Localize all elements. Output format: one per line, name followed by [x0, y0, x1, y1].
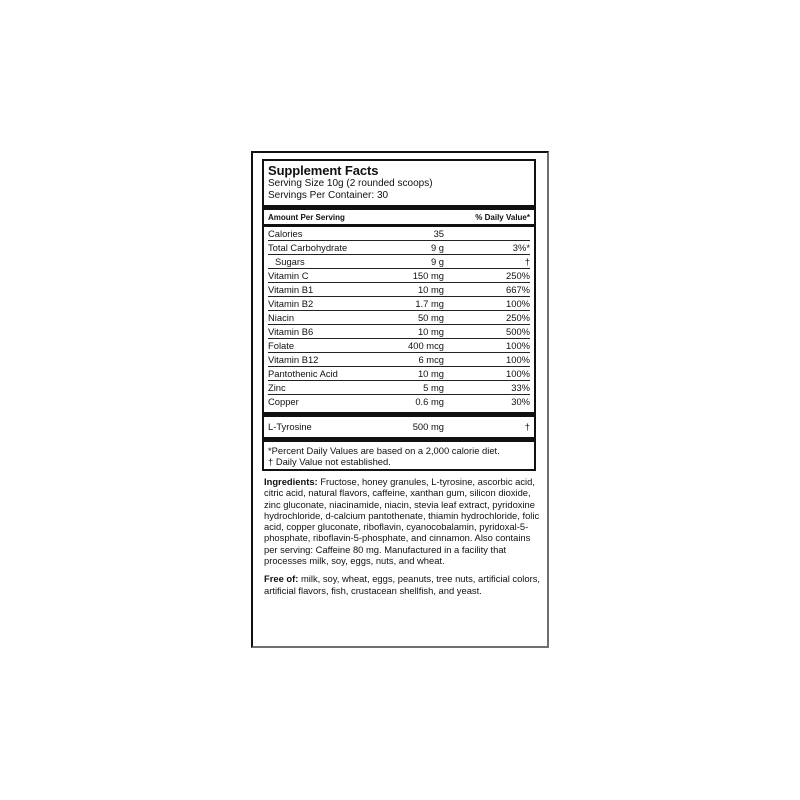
nutrient-name: Sugars [275, 256, 305, 267]
nutrient-daily-value: 33% [511, 382, 530, 393]
nutrient-amount: 400 mcg [408, 340, 444, 351]
free-of-text: milk, soy, wheat, eggs, peanuts, tree nuts, artificial colors, artificial flavors, fish, crustacean shellfish, and yeast. [264, 573, 540, 596]
nutrient-daily-value: 250% [506, 312, 530, 323]
daily-value-footnote: *Percent Daily Values are based on a 2,000 calorie diet. [268, 445, 500, 456]
nutrient-row-vitamin-b1 [268, 283, 530, 297]
nutrient-amount: 500 mg [412, 421, 444, 432]
amount-per-serving-header: Amount Per Serving [268, 213, 345, 222]
ingredients-text: Fructose, honey granules, L-tyrosine, ascorbic acid, citric acid, natural flavors, caffeine, xanthan gum, silicon dioxide, zinc gluconate, niacinamide, niacin, stevia leaf extract, pyridoxine hydrochloride, d-calcium pantothenate, thiamin hydrochloride, folic acid, copper gluconate, riboflavin, cyanocobalamin, pyridoxal-5-phosphate, riboflavin-5-phosphate, and cinnamon. Also contains per serving: Caffeine 80 mg. Manufactured in a facility that processes milk, soy, eggs, nuts, and wheat. [264, 476, 540, 567]
nutrient-amount: 9 g [430, 256, 444, 267]
nutrient-name: Calories [268, 228, 303, 239]
nutrient-daily-value: 30% [511, 396, 530, 407]
ingredients-section [264, 476, 542, 596]
nutrient-amount: 50 mg [417, 312, 444, 323]
nutrient-daily-value: 100% [506, 340, 530, 351]
ingredients-paragraph [264, 476, 542, 566]
nutrient-daily-value: 667% [506, 284, 530, 295]
nutrient-row-folate [268, 339, 530, 353]
nutrient-amount: 10 mg [417, 368, 444, 379]
nutrient-daily-value: 100% [506, 368, 530, 379]
nutrient-name: Zinc [268, 382, 286, 393]
nutrient-amount: 35 [433, 228, 444, 239]
nutrient-row-calories [268, 227, 530, 241]
nutrient-row-l-tyrosine [268, 420, 530, 433]
nutrient-row-zinc [268, 381, 530, 395]
nutrient-name: Folate [268, 340, 295, 351]
nutrient-row-vitamin-b2 [268, 297, 530, 311]
nutrient-amount: 6 mcg [418, 354, 444, 365]
nutrient-amount: 10 mg [417, 284, 444, 295]
ingredients-label: Ingredients: [264, 476, 318, 487]
nutrient-amount: 1.7 mg [415, 298, 444, 309]
nutrient-daily-value: 250% [506, 270, 530, 281]
free-of-label: Free of: [264, 573, 299, 585]
daily-value-header: % Daily Value* [475, 213, 530, 222]
nutrient-name: Copper [268, 396, 299, 407]
footnotes [268, 442, 530, 467]
nutrient-name: Vitamin B6 [268, 326, 314, 337]
column-header-row [268, 210, 530, 224]
nutrient-daily-value: 100% [506, 298, 530, 309]
nutrient-amount: 10 mg [417, 326, 444, 337]
nutrient-daily-value: † [524, 421, 530, 432]
nutrient-name: Pantothenic Acid [268, 368, 338, 379]
nutrient-amount: 9 g [430, 242, 444, 253]
nutrient-name: Total Carbohydrate [268, 242, 348, 253]
nutrient-row-sugars [268, 255, 530, 269]
supplement-facts-box [262, 159, 536, 471]
servings-per-container: Servings Per Container: 30 [268, 190, 389, 201]
nutrient-daily-value: † [524, 256, 530, 267]
free-of-paragraph [264, 573, 542, 596]
nutrient-daily-value: 3%* [512, 242, 530, 253]
nutrient-row-niacin [268, 311, 530, 325]
serving-size: Serving Size 10g (2 rounded scoops) [268, 178, 433, 189]
thick-divider [264, 412, 534, 417]
nutrient-daily-value: 500% [506, 326, 530, 337]
nutrient-name: Vitamin B1 [268, 284, 314, 295]
nutrient-row-vitamin-b12 [268, 353, 530, 367]
nutrient-amount: 150 mg [412, 270, 444, 281]
nutrient-name: Niacin [268, 312, 295, 323]
nutrient-row-pantothenic-acid [268, 367, 530, 381]
nutrient-row-total-carbohydrate [268, 241, 530, 255]
supplement-label-panel [251, 151, 549, 648]
nutrient-amount: 0.6 mg [415, 396, 444, 407]
not-established-footnote: † Daily Value not established. [268, 456, 391, 467]
nutrient-row-vitamin-c [268, 269, 530, 283]
nutrient-row-vitamin-b6 [268, 325, 530, 339]
nutrient-name: L-Tyrosine [268, 421, 312, 432]
nutrient-daily-value: 100% [506, 354, 530, 365]
nutrient-name: Vitamin C [268, 270, 309, 281]
facts-title: Supplement Facts [268, 163, 379, 178]
nutrient-name: Vitamin B12 [268, 354, 319, 365]
nutrient-row-copper [268, 395, 530, 408]
nutrient-name: Vitamin B2 [268, 298, 314, 309]
nutrient-amount: 5 mg [423, 382, 444, 393]
